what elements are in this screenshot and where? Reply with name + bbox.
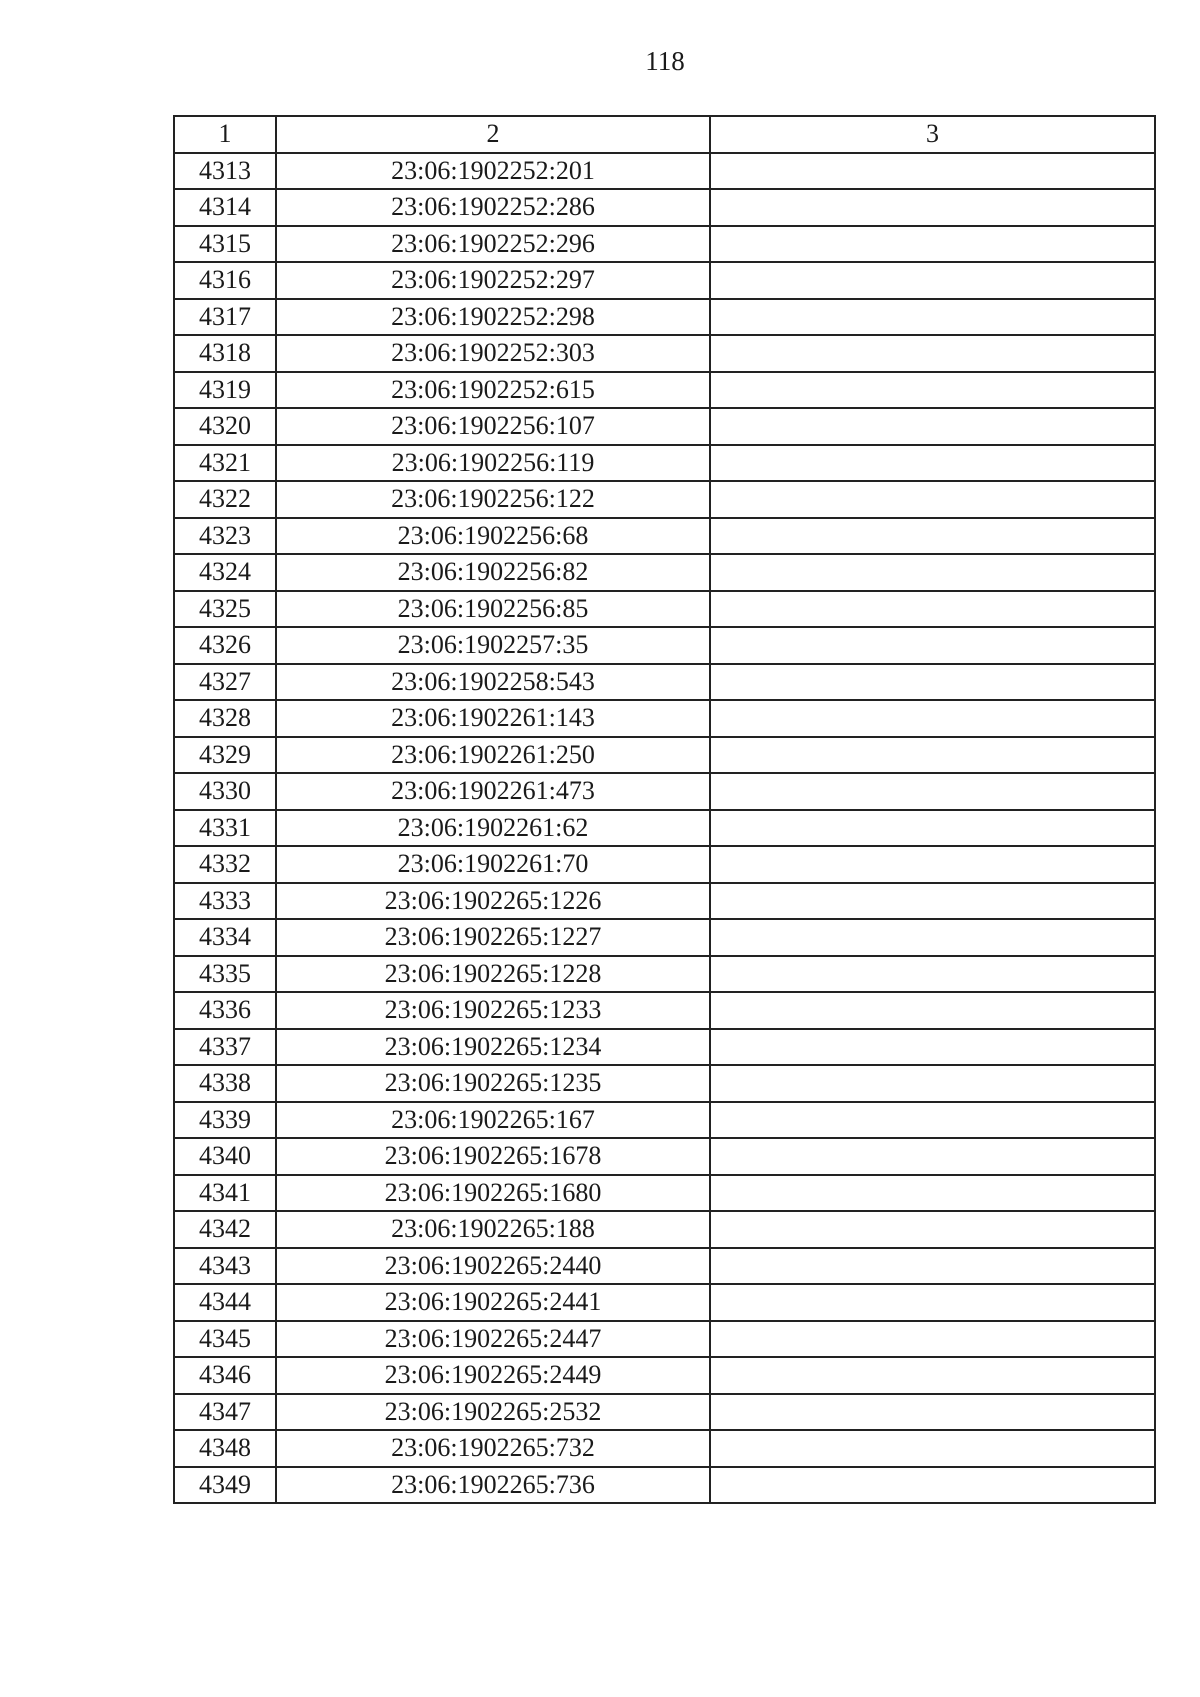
- table-row: [174, 481, 1155, 518]
- table-row: [174, 737, 1155, 774]
- table-body: [174, 153, 1155, 1504]
- row-number-cell: 4315: [174, 226, 276, 263]
- column-header-3: 3: [710, 116, 1155, 153]
- row-number-cell: 4330: [174, 773, 276, 810]
- table-row: [174, 627, 1155, 664]
- row-number-cell: 4321: [174, 445, 276, 482]
- row-number-cell: 4342: [174, 1211, 276, 1248]
- cadastral-number-cell: 23:06:1902261:143: [276, 700, 710, 737]
- cadastral-number-cell: 23:06:1902265:1678: [276, 1138, 710, 1175]
- table-row: [174, 700, 1155, 737]
- note-cell: [710, 1138, 1155, 1175]
- cadastral-number-cell: 23:06:1902265:2441: [276, 1284, 710, 1321]
- note-cell: [710, 189, 1155, 226]
- table-row: [174, 299, 1155, 336]
- cadastral-number-cell: 23:06:1902256:82: [276, 554, 710, 591]
- table-row: [174, 153, 1155, 190]
- note-cell: [710, 846, 1155, 883]
- table-row: [174, 810, 1155, 847]
- cadastral-number-cell: 23:06:1902252:286: [276, 189, 710, 226]
- table-row: [174, 846, 1155, 883]
- table-row: [174, 335, 1155, 372]
- note-cell: [710, 1102, 1155, 1139]
- note-cell: [710, 372, 1155, 409]
- cadastral-number-cell: 23:06:1902252:303: [276, 335, 710, 372]
- row-number-cell: 4328: [174, 700, 276, 737]
- table-row: [174, 883, 1155, 920]
- cadastral-number-cell: 23:06:1902252:615: [276, 372, 710, 409]
- note-cell: [710, 1065, 1155, 1102]
- row-number-cell: 4335: [174, 956, 276, 993]
- note-cell: [710, 1175, 1155, 1212]
- note-cell: [710, 1211, 1155, 1248]
- table-row: [174, 664, 1155, 701]
- row-number-cell: 4337: [174, 1029, 276, 1066]
- cadastral-number-cell: 23:06:1902265:736: [276, 1467, 710, 1504]
- cadastral-number-cell: 23:06:1902252:296: [276, 226, 710, 263]
- note-cell: [710, 810, 1155, 847]
- row-number-cell: 4320: [174, 408, 276, 445]
- table-row: [174, 1065, 1155, 1102]
- cadastral-number-cell: 23:06:1902252:201: [276, 153, 710, 190]
- note-cell: [710, 737, 1155, 774]
- cadastral-number-cell: 23:06:1902256:107: [276, 408, 710, 445]
- note-cell: [710, 481, 1155, 518]
- cadastral-number-cell: 23:06:1902265:188: [276, 1211, 710, 1248]
- cadastral-number-cell: 23:06:1902265:167: [276, 1102, 710, 1139]
- table-row: [174, 1394, 1155, 1431]
- table-row: [174, 1430, 1155, 1467]
- table-row: [174, 1175, 1155, 1212]
- table-row: [174, 262, 1155, 299]
- note-cell: [710, 1248, 1155, 1285]
- table-row: [174, 1467, 1155, 1504]
- column-header-1: 1: [174, 116, 276, 153]
- cadastral-number-cell: 23:06:1902252:298: [276, 299, 710, 336]
- row-number-cell: 4327: [174, 664, 276, 701]
- row-number-cell: 4339: [174, 1102, 276, 1139]
- cadastral-number-cell: 23:06:1902265:2532: [276, 1394, 710, 1431]
- table-row: [174, 372, 1155, 409]
- table-row: [174, 1284, 1155, 1321]
- table-row: [174, 1357, 1155, 1394]
- cadastral-number-cell: 23:06:1902265:1234: [276, 1029, 710, 1066]
- row-number-cell: 4317: [174, 299, 276, 336]
- cadastral-number-cell: 23:06:1902258:543: [276, 664, 710, 701]
- row-number-cell: 4323: [174, 518, 276, 555]
- row-number-cell: 4326: [174, 627, 276, 664]
- table-row: [174, 591, 1155, 628]
- cadastral-number-cell: 23:06:1902261:70: [276, 846, 710, 883]
- table-row: [174, 554, 1155, 591]
- row-number-cell: 4346: [174, 1357, 276, 1394]
- note-cell: [710, 1029, 1155, 1066]
- note-cell: [710, 1357, 1155, 1394]
- cadastral-number-cell: 23:06:1902265:2447: [276, 1321, 710, 1358]
- table-row: [174, 226, 1155, 263]
- row-number-cell: 4319: [174, 372, 276, 409]
- cadastral-table: [173, 115, 1156, 1504]
- cadastral-number-cell: 23:06:1902261:250: [276, 737, 710, 774]
- table-header-row: [174, 116, 1155, 153]
- row-number-cell: 4318: [174, 335, 276, 372]
- cadastral-number-cell: 23:06:1902256:68: [276, 518, 710, 555]
- table-row: [174, 956, 1155, 993]
- note-cell: [710, 700, 1155, 737]
- row-number-cell: 4344: [174, 1284, 276, 1321]
- table-row: [174, 1248, 1155, 1285]
- row-number-cell: 4336: [174, 992, 276, 1029]
- note-cell: [710, 226, 1155, 263]
- row-number-cell: 4340: [174, 1138, 276, 1175]
- cadastral-number-cell: 23:06:1902256:122: [276, 481, 710, 518]
- row-number-cell: 4345: [174, 1321, 276, 1358]
- row-number-cell: 4333: [174, 883, 276, 920]
- row-number-cell: 4324: [174, 554, 276, 591]
- cadastral-number-cell: 23:06:1902265:1226: [276, 883, 710, 920]
- row-number-cell: 4334: [174, 919, 276, 956]
- row-number-cell: 4332: [174, 846, 276, 883]
- table-row: [174, 1102, 1155, 1139]
- note-cell: [710, 664, 1155, 701]
- note-cell: [710, 1394, 1155, 1431]
- note-cell: [710, 919, 1155, 956]
- note-cell: [710, 262, 1155, 299]
- note-cell: [710, 299, 1155, 336]
- row-number-cell: 4322: [174, 481, 276, 518]
- row-number-cell: 4314: [174, 189, 276, 226]
- note-cell: [710, 335, 1155, 372]
- page-number: 118: [645, 46, 685, 76]
- row-number-cell: 4329: [174, 737, 276, 774]
- cadastral-number-cell: 23:06:1902265:1235: [276, 1065, 710, 1102]
- row-number-cell: 4348: [174, 1430, 276, 1467]
- table-row: [174, 992, 1155, 1029]
- note-cell: [710, 445, 1155, 482]
- cadastral-number-cell: 23:06:1902261:473: [276, 773, 710, 810]
- cadastral-number-cell: 23:06:1902256:119: [276, 445, 710, 482]
- note-cell: [710, 591, 1155, 628]
- row-number-cell: 4338: [174, 1065, 276, 1102]
- note-cell: [710, 1321, 1155, 1358]
- table-row: [174, 1321, 1155, 1358]
- cadastral-number-cell: 23:06:1902261:62: [276, 810, 710, 847]
- column-header-2: 2: [276, 116, 710, 153]
- note-cell: [710, 956, 1155, 993]
- table-row: [174, 518, 1155, 555]
- row-number-cell: 4331: [174, 810, 276, 847]
- note-cell: [710, 1467, 1155, 1504]
- cadastral-number-cell: 23:06:1902265:1227: [276, 919, 710, 956]
- cadastral-number-cell: 23:06:1902265:1228: [276, 956, 710, 993]
- note-cell: [710, 883, 1155, 920]
- note-cell: [710, 992, 1155, 1029]
- table-row: [174, 773, 1155, 810]
- row-number-cell: 4341: [174, 1175, 276, 1212]
- row-number-cell: 4325: [174, 591, 276, 628]
- row-number-cell: 4316: [174, 262, 276, 299]
- note-cell: [710, 627, 1155, 664]
- cadastral-number-cell: 23:06:1902252:297: [276, 262, 710, 299]
- note-cell: [710, 1284, 1155, 1321]
- row-number-cell: 4313: [174, 153, 276, 190]
- table-row: [174, 408, 1155, 445]
- cadastral-number-cell: 23:06:1902265:1233: [276, 992, 710, 1029]
- note-cell: [710, 554, 1155, 591]
- note-cell: [710, 153, 1155, 190]
- row-number-cell: 4349: [174, 1467, 276, 1504]
- table-row: [174, 1138, 1155, 1175]
- cadastral-number-cell: 23:06:1902256:85: [276, 591, 710, 628]
- note-cell: [710, 518, 1155, 555]
- table-row: [174, 189, 1155, 226]
- note-cell: [710, 408, 1155, 445]
- row-number-cell: 4347: [174, 1394, 276, 1431]
- table-row: [174, 445, 1155, 482]
- note-cell: [710, 1430, 1155, 1467]
- cadastral-number-cell: 23:06:1902265:1680: [276, 1175, 710, 1212]
- table-row: [174, 919, 1155, 956]
- table-row: [174, 1029, 1155, 1066]
- table-row: [174, 1211, 1155, 1248]
- cadastral-number-cell: 23:06:1902265:2440: [276, 1248, 710, 1285]
- row-number-cell: 4343: [174, 1248, 276, 1285]
- cadastral-number-cell: 23:06:1902265:2449: [276, 1357, 710, 1394]
- cadastral-number-cell: 23:06:1902265:732: [276, 1430, 710, 1467]
- cadastral-number-cell: 23:06:1902257:35: [276, 627, 710, 664]
- note-cell: [710, 773, 1155, 810]
